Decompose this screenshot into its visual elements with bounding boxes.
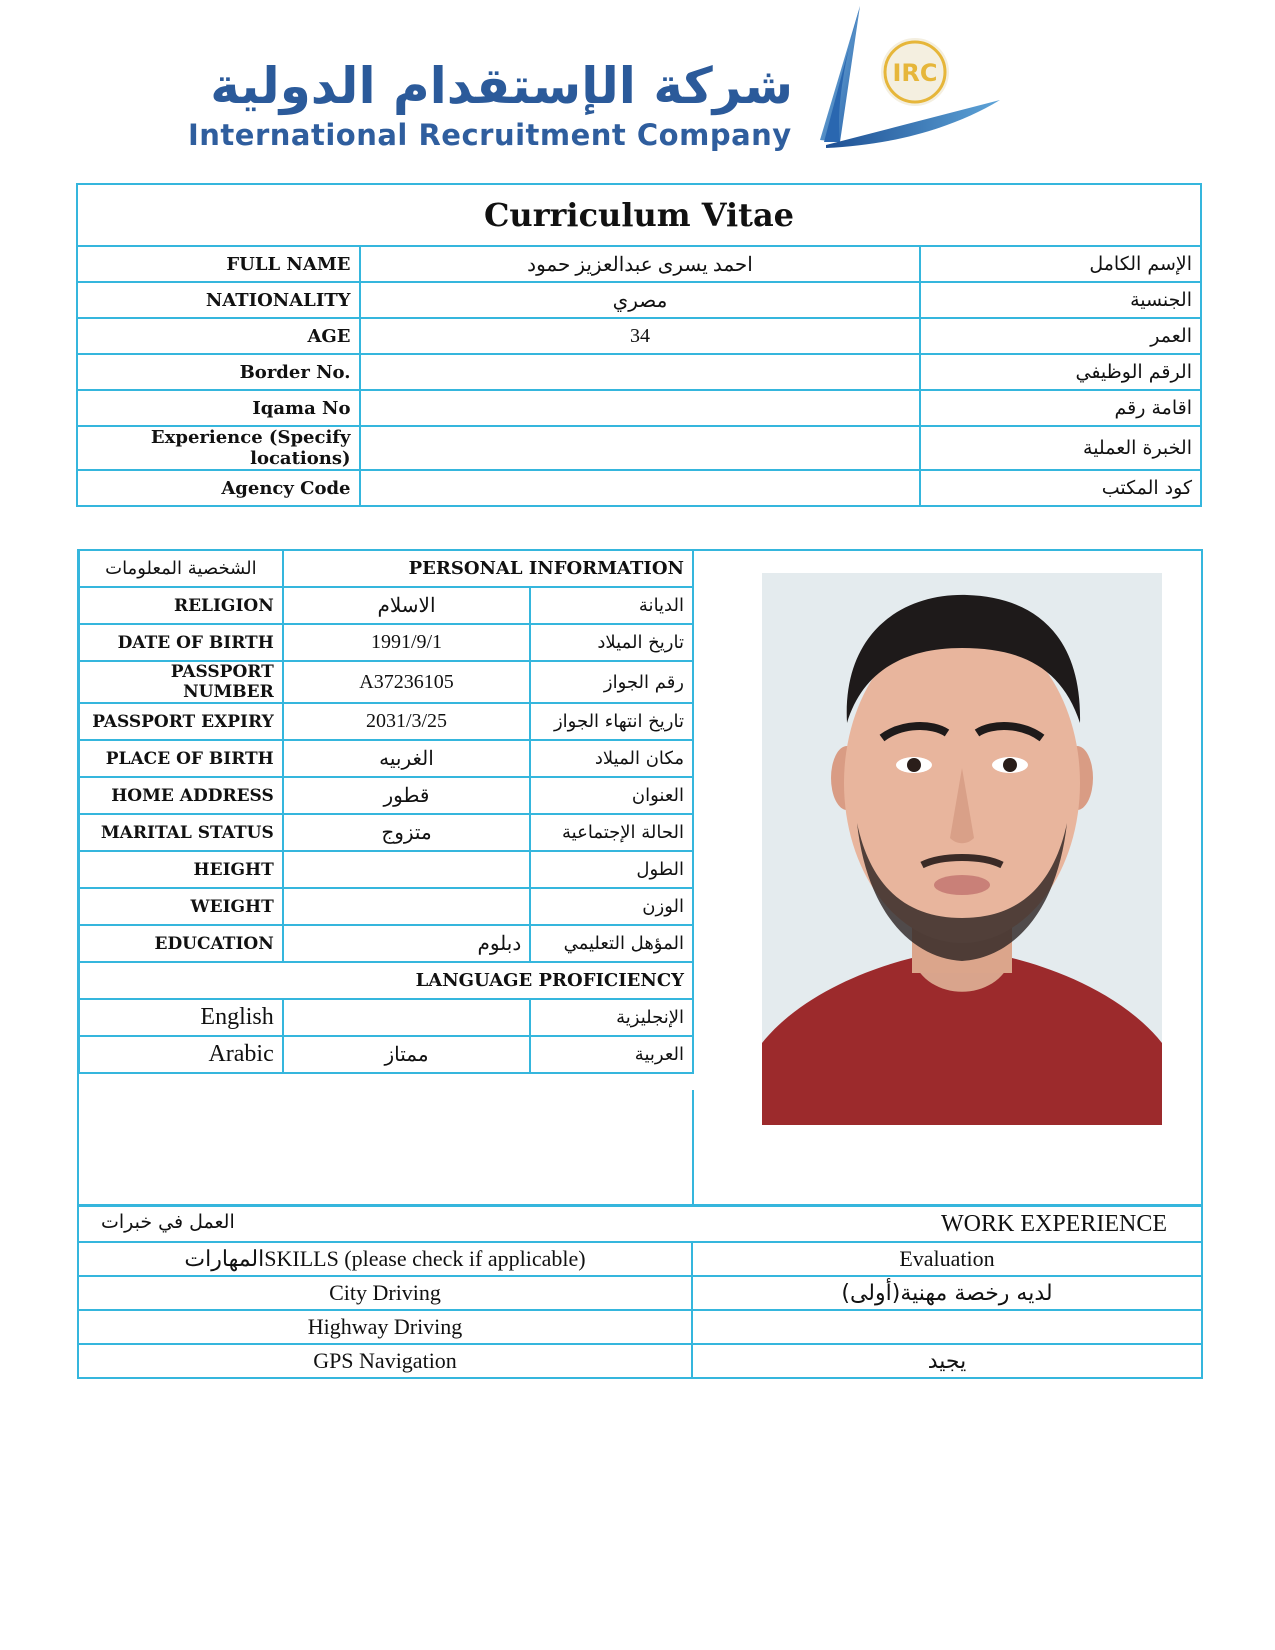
label-ar: الرقم الوظيفي [920, 354, 1201, 390]
table-row [78, 1276, 1202, 1310]
logo-badge: IRC [892, 59, 938, 87]
label-ar: العمر [920, 318, 1201, 354]
work-experience-table [77, 1205, 1203, 1379]
table-row [79, 624, 693, 661]
table-row [79, 851, 693, 888]
work-experience-header [78, 1206, 1202, 1242]
label-ar: الطول [530, 851, 693, 888]
table-row [79, 587, 693, 624]
logo-arabic-text: شركة الإستقدام الدولية [210, 57, 793, 115]
label-en: Agency Code [77, 470, 360, 506]
value-arabic-level: ممتاز [283, 1036, 531, 1073]
label-ar: كود المكتب [920, 470, 1201, 506]
label-en: PASSPORT EXPIRY [79, 703, 283, 740]
skill-evaluation [692, 1310, 1202, 1344]
label-ar: الخبرة العملية [920, 426, 1201, 470]
language-en: English [79, 999, 283, 1036]
label-ar: المؤهل التعليمي [530, 925, 693, 962]
value-marital-status: متزوج [283, 814, 531, 851]
label-en: AGE [77, 318, 360, 354]
section-title-ar: الشخصية المعلومات [79, 550, 283, 587]
label-ar: الإسم الكامل [920, 246, 1201, 282]
label-ar: تاريخ انتهاء الجواز [530, 703, 693, 740]
label-en: HEIGHT [79, 851, 283, 888]
value-home-address: قطور [283, 777, 531, 814]
table-row [79, 661, 693, 703]
label-en: Iqama No [77, 390, 360, 426]
label-ar: تاريخ الميلاد [530, 624, 693, 661]
value-experience [360, 426, 921, 470]
table-row [79, 888, 693, 925]
label-en: PLACE OF BIRTH [79, 740, 283, 777]
table-row [77, 246, 1201, 282]
table-row [77, 354, 1201, 390]
label-ar: الديانة [530, 587, 693, 624]
value-height [283, 851, 531, 888]
work-experience-title-ar: العمل في خبرات [101, 1211, 235, 1233]
value-agency-code [360, 470, 921, 506]
label-ar: الجنسية [920, 282, 1201, 318]
table-row [79, 740, 693, 777]
table-row [77, 282, 1201, 318]
value-age: 34 [360, 318, 921, 354]
table-row [78, 1344, 1202, 1378]
label-ar: الوزن [530, 888, 693, 925]
label-en: PASSPORT NUMBER [79, 661, 283, 703]
skill-name: GPS Navigation [78, 1344, 692, 1378]
value-border-no [360, 354, 921, 390]
label-ar: اقامة رقم [920, 390, 1201, 426]
value-nationality: مصري [360, 282, 921, 318]
language-ar: الإنجليزية [530, 999, 693, 1036]
value-iqama-no [360, 390, 921, 426]
logo-mark-icon [800, 0, 1030, 160]
table-row [77, 426, 1201, 470]
table-row [79, 777, 693, 814]
table-row [79, 1036, 693, 1073]
table-row [77, 470, 1201, 506]
personal-info-table [78, 549, 694, 1074]
label-en: HOME ADDRESS [79, 777, 283, 814]
table-row [79, 999, 693, 1036]
value-place-of-birth: الغربيه [283, 740, 531, 777]
applicant-photo [762, 573, 1162, 1125]
value-passport-expiry: 2031/3/25 [283, 703, 531, 740]
language-ar: العربية [530, 1036, 693, 1073]
table-row [77, 390, 1201, 426]
work-experience-title-en: WORK EXPERIENCE [941, 1211, 1167, 1237]
label-en: NATIONALITY [77, 282, 360, 318]
label-en: Border No. [77, 354, 360, 390]
table-row [78, 1310, 1202, 1344]
value-education: دبلوم [283, 925, 531, 962]
skill-evaluation: يجيد [692, 1344, 1202, 1378]
skill-name: City Driving [78, 1276, 692, 1310]
skill-name: Highway Driving [78, 1310, 692, 1344]
label-ar: مكان الميلاد [530, 740, 693, 777]
label-ar: الحالة الإجتماعية [530, 814, 693, 851]
value-date-of-birth: 1991/9/1 [283, 624, 531, 661]
language-en: Arabic [79, 1036, 283, 1073]
value-passport-number: A37236105 [283, 661, 531, 703]
value-weight [283, 888, 531, 925]
value-religion: الاسلام [283, 587, 531, 624]
table-row [77, 318, 1201, 354]
skills-header: المهاراتSKILLS (please check if applicable) [78, 1242, 692, 1276]
company-logo [180, 0, 1020, 165]
page-title: Curriculum Vitae [77, 184, 1201, 246]
label-en: DATE OF BIRTH [79, 624, 283, 661]
label-en: MARITAL STATUS [79, 814, 283, 851]
value-english-level [283, 999, 531, 1036]
skill-evaluation: لديه رخصة مهنية(أولى) [692, 1276, 1202, 1310]
cv-header-table [76, 183, 1202, 507]
portrait-image [762, 573, 1162, 1125]
label-en: RELIGION [79, 587, 283, 624]
label-en: WEIGHT [79, 888, 283, 925]
label-en: FULL NAME [77, 246, 360, 282]
label-en: Experience (Specify locations) [77, 426, 360, 470]
table-row [79, 703, 693, 740]
evaluation-header: Evaluation [692, 1242, 1202, 1276]
personal-blank-area [78, 1090, 694, 1206]
value-full-name: احمد يسرى عبدالعزيز حمود [360, 246, 921, 282]
table-row [79, 814, 693, 851]
table-row [79, 925, 693, 962]
label-ar: العنوان [530, 777, 693, 814]
label-ar: رقم الجواز [530, 661, 693, 703]
section-title-en: PERSONAL INFORMATION [283, 550, 693, 587]
language-proficiency-title: LANGUAGE PROFICIENCY [79, 962, 693, 999]
label-en: EDUCATION [79, 925, 283, 962]
logo-english-text: International Recruitment Company [188, 118, 792, 152]
